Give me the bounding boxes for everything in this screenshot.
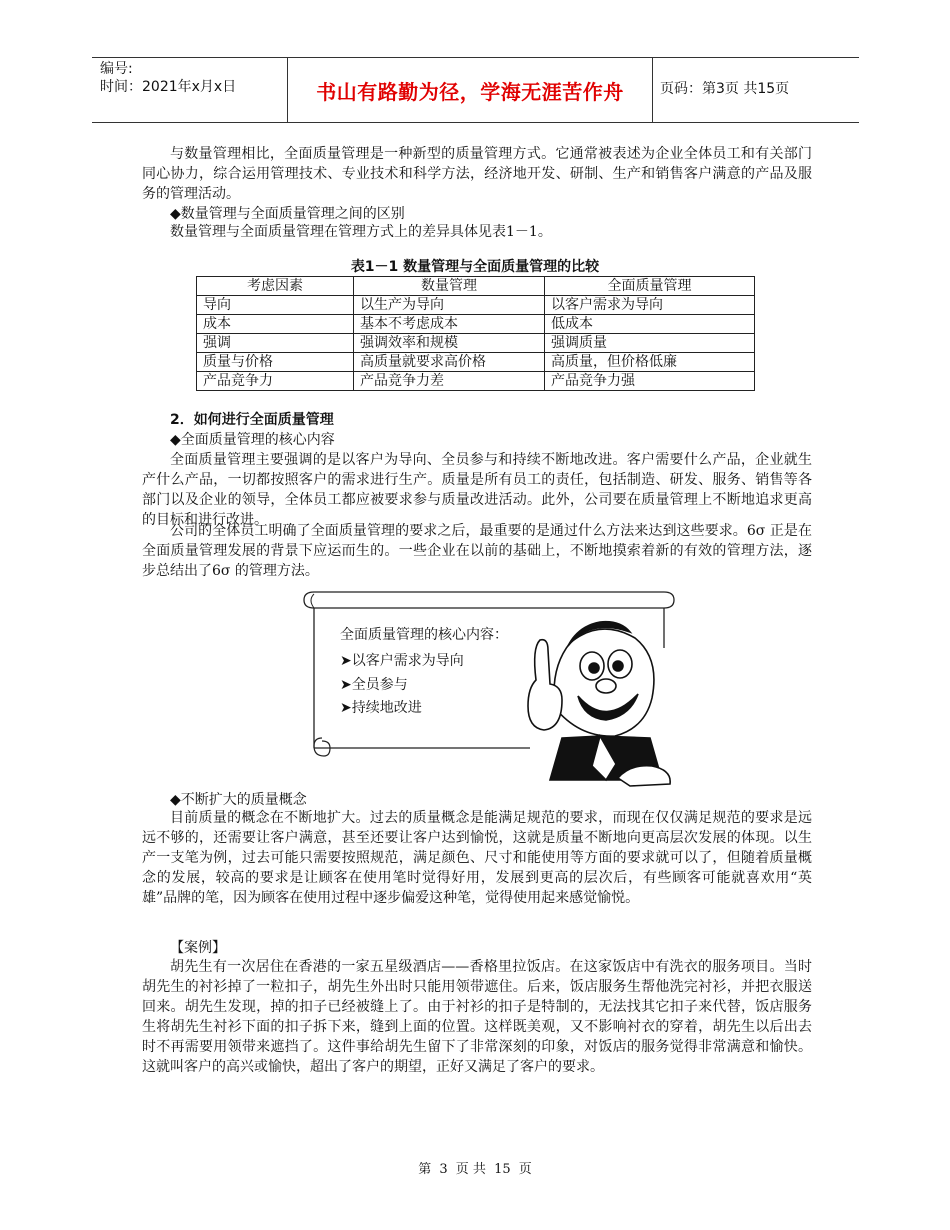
table-header-cell: 数量管理 <box>354 277 545 296</box>
table-cell: 高质量就要求高价格 <box>354 353 545 372</box>
table-cell: 产品竞争力差 <box>354 372 545 391</box>
footer-mid: 页 共 <box>455 1162 486 1177</box>
figure-title: 全面质量管理的核心内容： <box>340 627 508 643</box>
time-label: 时间：2021年x月x日 <box>100 79 237 95</box>
page-footer <box>0 1158 950 1177</box>
table-cell: 基本不考虑成本 <box>354 315 545 334</box>
table-cell: 强调质量 <box>545 334 755 353</box>
core-content-illustration <box>300 588 680 788</box>
cartoon-man-icon <box>528 622 670 786</box>
figure-item: ➤持续地改进 <box>340 700 422 716</box>
figure-item: ➤以客户需求为导向 <box>340 653 464 669</box>
footer-page-number: 3 <box>439 1162 448 1177</box>
header-motto: 书山有路勤为径，学海无涯苦作舟 <box>316 80 624 104</box>
body-paragraph: 全面质量管理主要强调的是以客户为导向、全员参与和持续不断地改进。客户需要什么产品，企业就生产什么产品，一切都按照客户的需求进行生产。质量是所有员工的责任，包括制造、研发、服务、销售等各部门以及企业的领导，全体员工都应被要求参与质量改进活动。此外，公司要在质量管理上不断地追求更高的目标和进行改进。 <box>142 452 812 528</box>
table-row <box>197 296 755 315</box>
table-caption: 表1－1 数量管理与全面质量管理的比较 <box>350 259 600 275</box>
body-paragraph: 目前质量的概念在不断地扩大。过去的质量概念是能满足规范的要求，而现在仅仅满足规范的要求是远远不够的，还需要让客户满意，甚至还要让客户达到愉悦，这就是质量不断地向更高层次发展的体现。以生产一支笔为例，过去可能只需要按照规范，满足颜色、尺寸和能使用等方面的要求就可以了，但随着质量概念的发展，较高的要求是让顾客在使用笔时觉得好用，发展到更高的层次后，有些顾客可能就喜欢用“英雄”品牌的笔，因为顾客在使用过程中逐步偏爱这种笔，觉得使用起来感觉愉悦。 <box>142 810 812 906</box>
table-cell: 质量与价格 <box>197 353 354 372</box>
figure-item: ➤全员参与 <box>340 677 408 693</box>
comparison-table <box>196 276 755 391</box>
table-cell: 产品竞争力 <box>197 372 354 391</box>
table-header-cell: 考虑因素 <box>197 277 354 296</box>
table-cell: 成本 <box>197 315 354 334</box>
case-label: 【案例】 <box>170 940 226 956</box>
body-paragraph: 公司的全体员工明确了全面质量管理的要求之后，最重要的是通过什么方法来达到这些要求。6σ 正是在全面质量管理发展的背景下应运而生的。一些企业在以前的基础上，不断地摸索着新的有效的管理方法，逐步总结出了6σ 的管理方法。 <box>142 523 812 579</box>
table-cell: 以生产为导向 <box>354 296 545 315</box>
case-paragraph: 胡先生有一次居住在香港的一家五星级酒店——香格里拉饭店。在这家饭店中有洗衣的服务项目。当时胡先生的衬衫掉了一粒扣子，胡先生外出时只能用领带遮住。后来，饭店服务生帮他洗完衬衫，并把衣服送回来。胡先生发现，掉的扣子已经被缝上了。由于衬衫的扣子是特制的，无法找其它扣子来代替，饭店服务生将胡先生衬衫下面的扣子拆下来，缝到上面的位置。这样既美观，又不影响衬衣的穿着，胡先生以后出去时不再需要用领带来遮挡了。这件事给胡先生留下了非常深刻的印象，对饭店的服务觉得非常满意和愉快。这就叫客户的高兴或愉快，超出了客户的期望，正好又满足了客户的要求。 <box>142 959 812 1075</box>
footer-prefix: 第 <box>418 1162 432 1177</box>
table-cell: 低成本 <box>545 315 755 334</box>
table-header-cell: 全面质量管理 <box>545 277 755 296</box>
bullet-heading: ◆不断扩大的质量概念 <box>170 792 307 808</box>
serial-label: 编号: <box>100 61 133 77</box>
table-row <box>197 334 755 353</box>
bullet-heading: ◆数量管理与全面质量管理之间的区别 <box>170 206 405 222</box>
section-heading: 2．如何进行全面质量管理 <box>170 412 334 428</box>
bullet-heading: ◆全面质量管理的核心内容 <box>170 432 335 448</box>
table-row <box>197 353 755 372</box>
page-label: 页码：第3页 共15页 <box>660 81 790 97</box>
table-cell: 产品竞争力强 <box>545 372 755 391</box>
footer-total-pages: 15 <box>494 1162 511 1177</box>
footer-suffix: 页 <box>518 1162 532 1177</box>
table-cell: 强调效率和规模 <box>354 334 545 353</box>
table-row <box>197 372 755 391</box>
table-row <box>197 315 755 334</box>
header-top-rule <box>92 57 859 58</box>
table-header-row <box>197 277 755 296</box>
header-bottom-rule <box>92 122 859 123</box>
table-cell: 以客户需求为导向 <box>545 296 755 315</box>
table-cell: 强调 <box>197 334 354 353</box>
intro-paragraph: 与数量管理相比，全面质量管理是一种新型的质量管理方式。它通常被表述为企业全体员工和有关部门同心协力，综合运用管理技术、专业技术和科学方法，经济地开发、研制、生产和销售客户满意的产品及服务的管理活动。 <box>142 146 812 202</box>
intro-paragraph: 数量管理与全面质量管理在管理方式上的差异具体见表1－1。 <box>170 224 552 240</box>
table-cell: 导向 <box>197 296 354 315</box>
table-cell: 高质量，但价格低廉 <box>545 353 755 372</box>
